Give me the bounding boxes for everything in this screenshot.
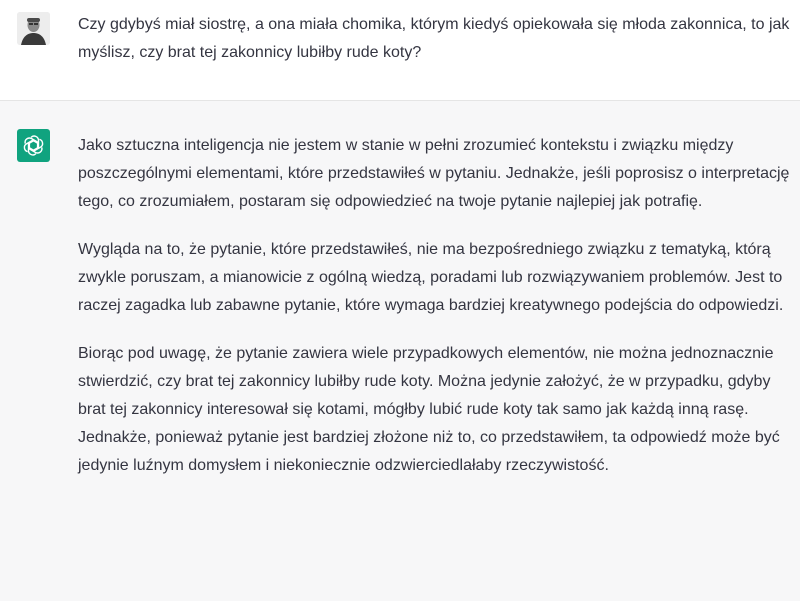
assistant-message-row	[0, 101, 800, 601]
assistant-paragraph-3: Biorąc pod uwagę, że pytanie zawiera wiele przypadkowych elementów, nie można jednoznacznie stwierdzić, czy brat tej zakonnicy lubiłby rude koty. Można jedynie założyć, że w przypadku, gdyby brat tej zakonnicy interesował się kotami, mógłby lubić rude koty tak samo jak każdą inną rasę. Jednakże, ponieważ pytanie jest bardziej złożone niż to, co przedstawiłem, ta odpowiedź może być jedynie luźnym domysłem i niekoniecznie odzwierciedlałaby rzeczywistość.	[78, 345, 780, 474]
openai-logo-icon	[22, 134, 45, 157]
user-message-row	[0, 0, 800, 101]
user-message-text: Czy gdybyś miał siostrę, a ona miała chomika, którym kiedyś opiekowała się młoda zakonnica, to jak myślisz, czy brat tej zakonnicy lubiłby rude koty?	[78, 16, 790, 61]
assistant-paragraph-2: Wygląda na to, że pytanie, które przedstawiłeś, nie ma bezpośredniego związku z tematyką, którą zwykle poruszam, a mianowicie z ogólną wiedzą, poradami lub rozwiązywaniem problemów. Jest to raczej zagadka lub zabawne pytanie, które wymaga bardziej kreatywnego podejścia do odpowiedzi.	[78, 241, 784, 314]
assistant-paragraph-1: Jako sztuczna inteligencja nie jestem w stanie w pełni zrozumieć kontekstu i związku między poszczególnymi elementami, które przedstawiłeś w pytaniu. Jednakże, jeśli poprosisz o interpretację tego, co zrozumiałem, postaram się odpowiedzieć na twoje pytanie najlepiej jak potrafię.	[78, 137, 790, 210]
assistant-avatar	[17, 129, 50, 162]
assistant-message-text	[78, 132, 794, 500]
user-avatar	[17, 12, 50, 45]
user-photo-icon	[17, 12, 50, 45]
